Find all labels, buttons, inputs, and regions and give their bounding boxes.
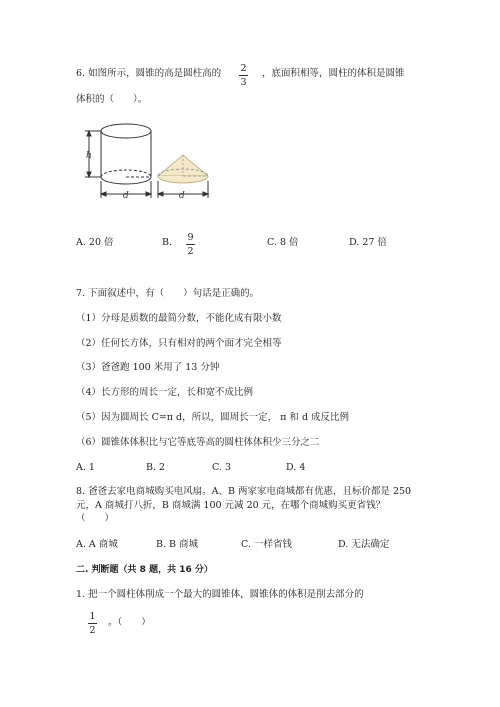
q6-option-b-fraction bbox=[186, 232, 195, 257]
q6-stem-line2: 体积的（ ）。 bbox=[76, 94, 148, 105]
q6-fraction-numerator: 2 bbox=[240, 63, 247, 74]
q7-option-d[interactable]: D. 4 bbox=[286, 462, 306, 473]
q7-item-3: （3）爸爸跑 100 米用了 13 分钟 bbox=[76, 362, 220, 373]
q7-item-6: （6）圆锥体体积比与它等底等高的圆柱体体积少三分之二 bbox=[76, 437, 320, 448]
q7-item-5: （5）因为圆周长 C=π d，所以，圆周长一定， π 和 d 成反比例 bbox=[76, 412, 350, 423]
fraction-bar bbox=[239, 75, 248, 76]
j1-fraction-denominator: 2 bbox=[89, 625, 96, 636]
q6-fraction bbox=[239, 63, 248, 88]
q8-option-c[interactable]: C. 一样省钱 bbox=[241, 539, 292, 550]
label-d-cone: d bbox=[179, 191, 185, 201]
q7-option-c[interactable]: C. 3 bbox=[212, 462, 232, 473]
q8-option-a[interactable]: A. A 商城 bbox=[76, 539, 118, 550]
j1-answer-blank[interactable]: 。（ ） bbox=[108, 617, 151, 628]
q7-stem: 7. 下面叙述中，有（ ）句话是正确的。 bbox=[76, 288, 260, 299]
q8-line-3: （ ） bbox=[76, 513, 115, 524]
fraction-bar bbox=[88, 623, 97, 624]
q7-option-a[interactable]: A. 1 bbox=[76, 462, 95, 473]
q6-option-d[interactable]: D. 27 倍 bbox=[349, 237, 387, 248]
q8-line-1: 8. 爸爸去家电商城购买电风扇。A、B 两家家电商城都有优惠，且标价都是 250 bbox=[76, 486, 412, 497]
label-h: h bbox=[86, 151, 92, 161]
fraction-bar bbox=[186, 244, 195, 245]
q6-stem-part1: 6. 如图所示，圆锥的高是圆柱高的 bbox=[76, 68, 222, 79]
q6-option-a[interactable]: A. 20 倍 bbox=[76, 237, 114, 248]
j1-fraction-numerator: 1 bbox=[89, 611, 96, 622]
q7-item-2: （2）任何长方体，只有相对的两个面才完全相等 bbox=[76, 338, 282, 349]
j1-fraction bbox=[88, 611, 97, 636]
q7-option-b[interactable]: B. 2 bbox=[146, 462, 166, 473]
q6-option-b-numerator: 9 bbox=[187, 232, 194, 243]
label-d-cylinder: d bbox=[123, 191, 129, 201]
q8-option-b[interactable]: B. B 商城 bbox=[156, 539, 199, 550]
q6-stem-part2: ，底面积相等，圆柱的体积是圆锥 bbox=[262, 68, 405, 79]
q6-option-b-denominator: 2 bbox=[187, 246, 194, 257]
q7-item-4: （4）长方形的周长一定，长和宽不成比例 bbox=[76, 387, 254, 398]
q6-fraction-denominator: 3 bbox=[240, 77, 247, 88]
j1-stem: 1. 把一个圆柱体削成一个最大的圆锥体，圆锥体的体积是削去部分的 bbox=[76, 589, 364, 600]
q7-item-1: （1）分母是质数的最简分数，不能化成有限小数 bbox=[76, 313, 282, 324]
q6-figure bbox=[76, 118, 226, 208]
cylinder-figure bbox=[101, 124, 151, 184]
q8-option-d[interactable]: D. 无法确定 bbox=[338, 539, 390, 550]
q6-option-c[interactable]: C. 8 倍 bbox=[267, 237, 299, 248]
q8-line-2: 元，A 商城打八折，B 商城满 100 元减 20 元，在哪个商城购买更省钱？ bbox=[76, 500, 386, 511]
q6-option-b[interactable]: B. bbox=[162, 237, 173, 248]
cone-figure bbox=[158, 155, 208, 183]
section-title-judgment: 二. 判断题（共 8 题，共 16 分） bbox=[76, 565, 213, 575]
